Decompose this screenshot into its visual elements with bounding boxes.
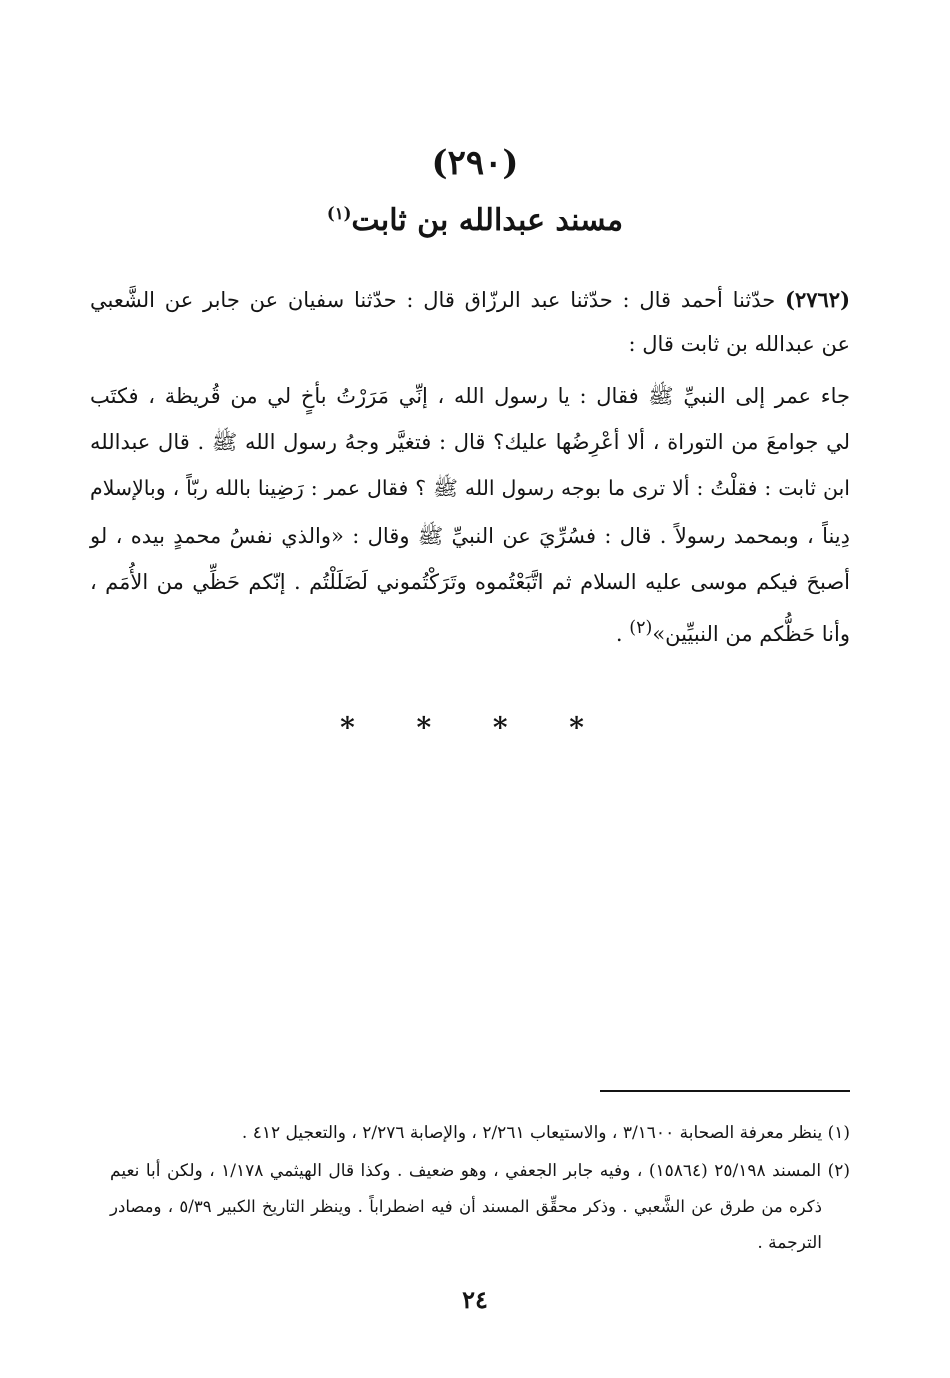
footnote-1: (١) ينظر معرفة الصحابة ٣/١٦٠٠ ، والاستيعاب ٢/٢٦١ ، والإصابة ٢/٢٧٦ ، والتعجيل ٤١٢ .	[241, 1123, 850, 1143]
matn-line-3: ابن ثابت : فقلْتُ : ألا ترى ما بوجه رسول الله ﷺ ؟ فقال عمر : رَضِينا بالله ربّاً ، وبالإسلام	[90, 476, 850, 500]
matn-last-text: وأنا حَظُّكم من النبيِّين»	[652, 622, 850, 646]
isnad-line-2: عن عبدالله بن ثابت قال :	[628, 332, 850, 356]
matn-line-2: لي جوامعَ من التوراة ، ألا أعْرِضُها عليك؟ قال : فتغيَّر وجهُ رسول الله ﷺ . قال عبدالله	[90, 430, 850, 454]
chapter-number: (٢٩٠)	[431, 143, 519, 183]
chapter-title	[0, 196, 950, 246]
matn-last-end: .	[615, 622, 630, 646]
isnad-line-1	[90, 276, 850, 324]
matn-line-1: جاء عمر إلى النبيِّ ﷺ فقال : يا رسول الله ، إنِّي مَرَرْتُ بأخٍ لي من قُريظة ، فكتَب	[90, 384, 850, 408]
page-number: ٢٤	[462, 1285, 488, 1314]
footnote-ref-1: (١)	[326, 204, 352, 223]
footnote-2-line-1: (٢) المسند ٢٥/١٩٨ (١٥٨٦٤) ، وفيه جابر الجعفي ، وهو ضعيف . وكذا قال الهيثمي ١/١٧٨ ، ولكن أبا نعيم	[110, 1161, 850, 1181]
isnad-text-1: حدّثنا أحمد قال : حدّثنا عبد الرزّاق قال : حدّثنا سفيان عن جابر عن الشَّعبي	[90, 288, 776, 312]
footnote-2-line-2: ذكره من طرق عن الشَّعبي . وذكر محقِّق المسند أن فيه اضطراباً . وينظر التاريخ الكبير ٥/٣٩ ، ومصادر	[110, 1197, 822, 1216]
footnote-ref-2: (٢)	[629, 618, 653, 638]
matn-line-4: دِيناً ، وبمحمد رسولاً . قال : فسُرِّيَ عن النبيِّ ﷺ وقال : «والذي نفسُ محمدٍ بيده ، لو	[90, 524, 850, 548]
chapter-title-text: مسند عبدالله بن ثابت	[351, 203, 624, 238]
matn-line-5: أصبحَ فيكم موسى عليه السلام ثم اتَّبَعْتُموه وتَرَكْتُموني لَضَلَلْتُم . إنّكم حَظِّي من الأُمَم ،	[90, 570, 850, 594]
footnote-2-line-3: الترجمة .	[757, 1233, 822, 1253]
section-separator: * * * *	[340, 711, 610, 744]
matn-line-6	[90, 604, 850, 658]
footnote-divider	[600, 1090, 850, 1092]
hadith-number: (٢٧٦٢)	[785, 287, 850, 312]
